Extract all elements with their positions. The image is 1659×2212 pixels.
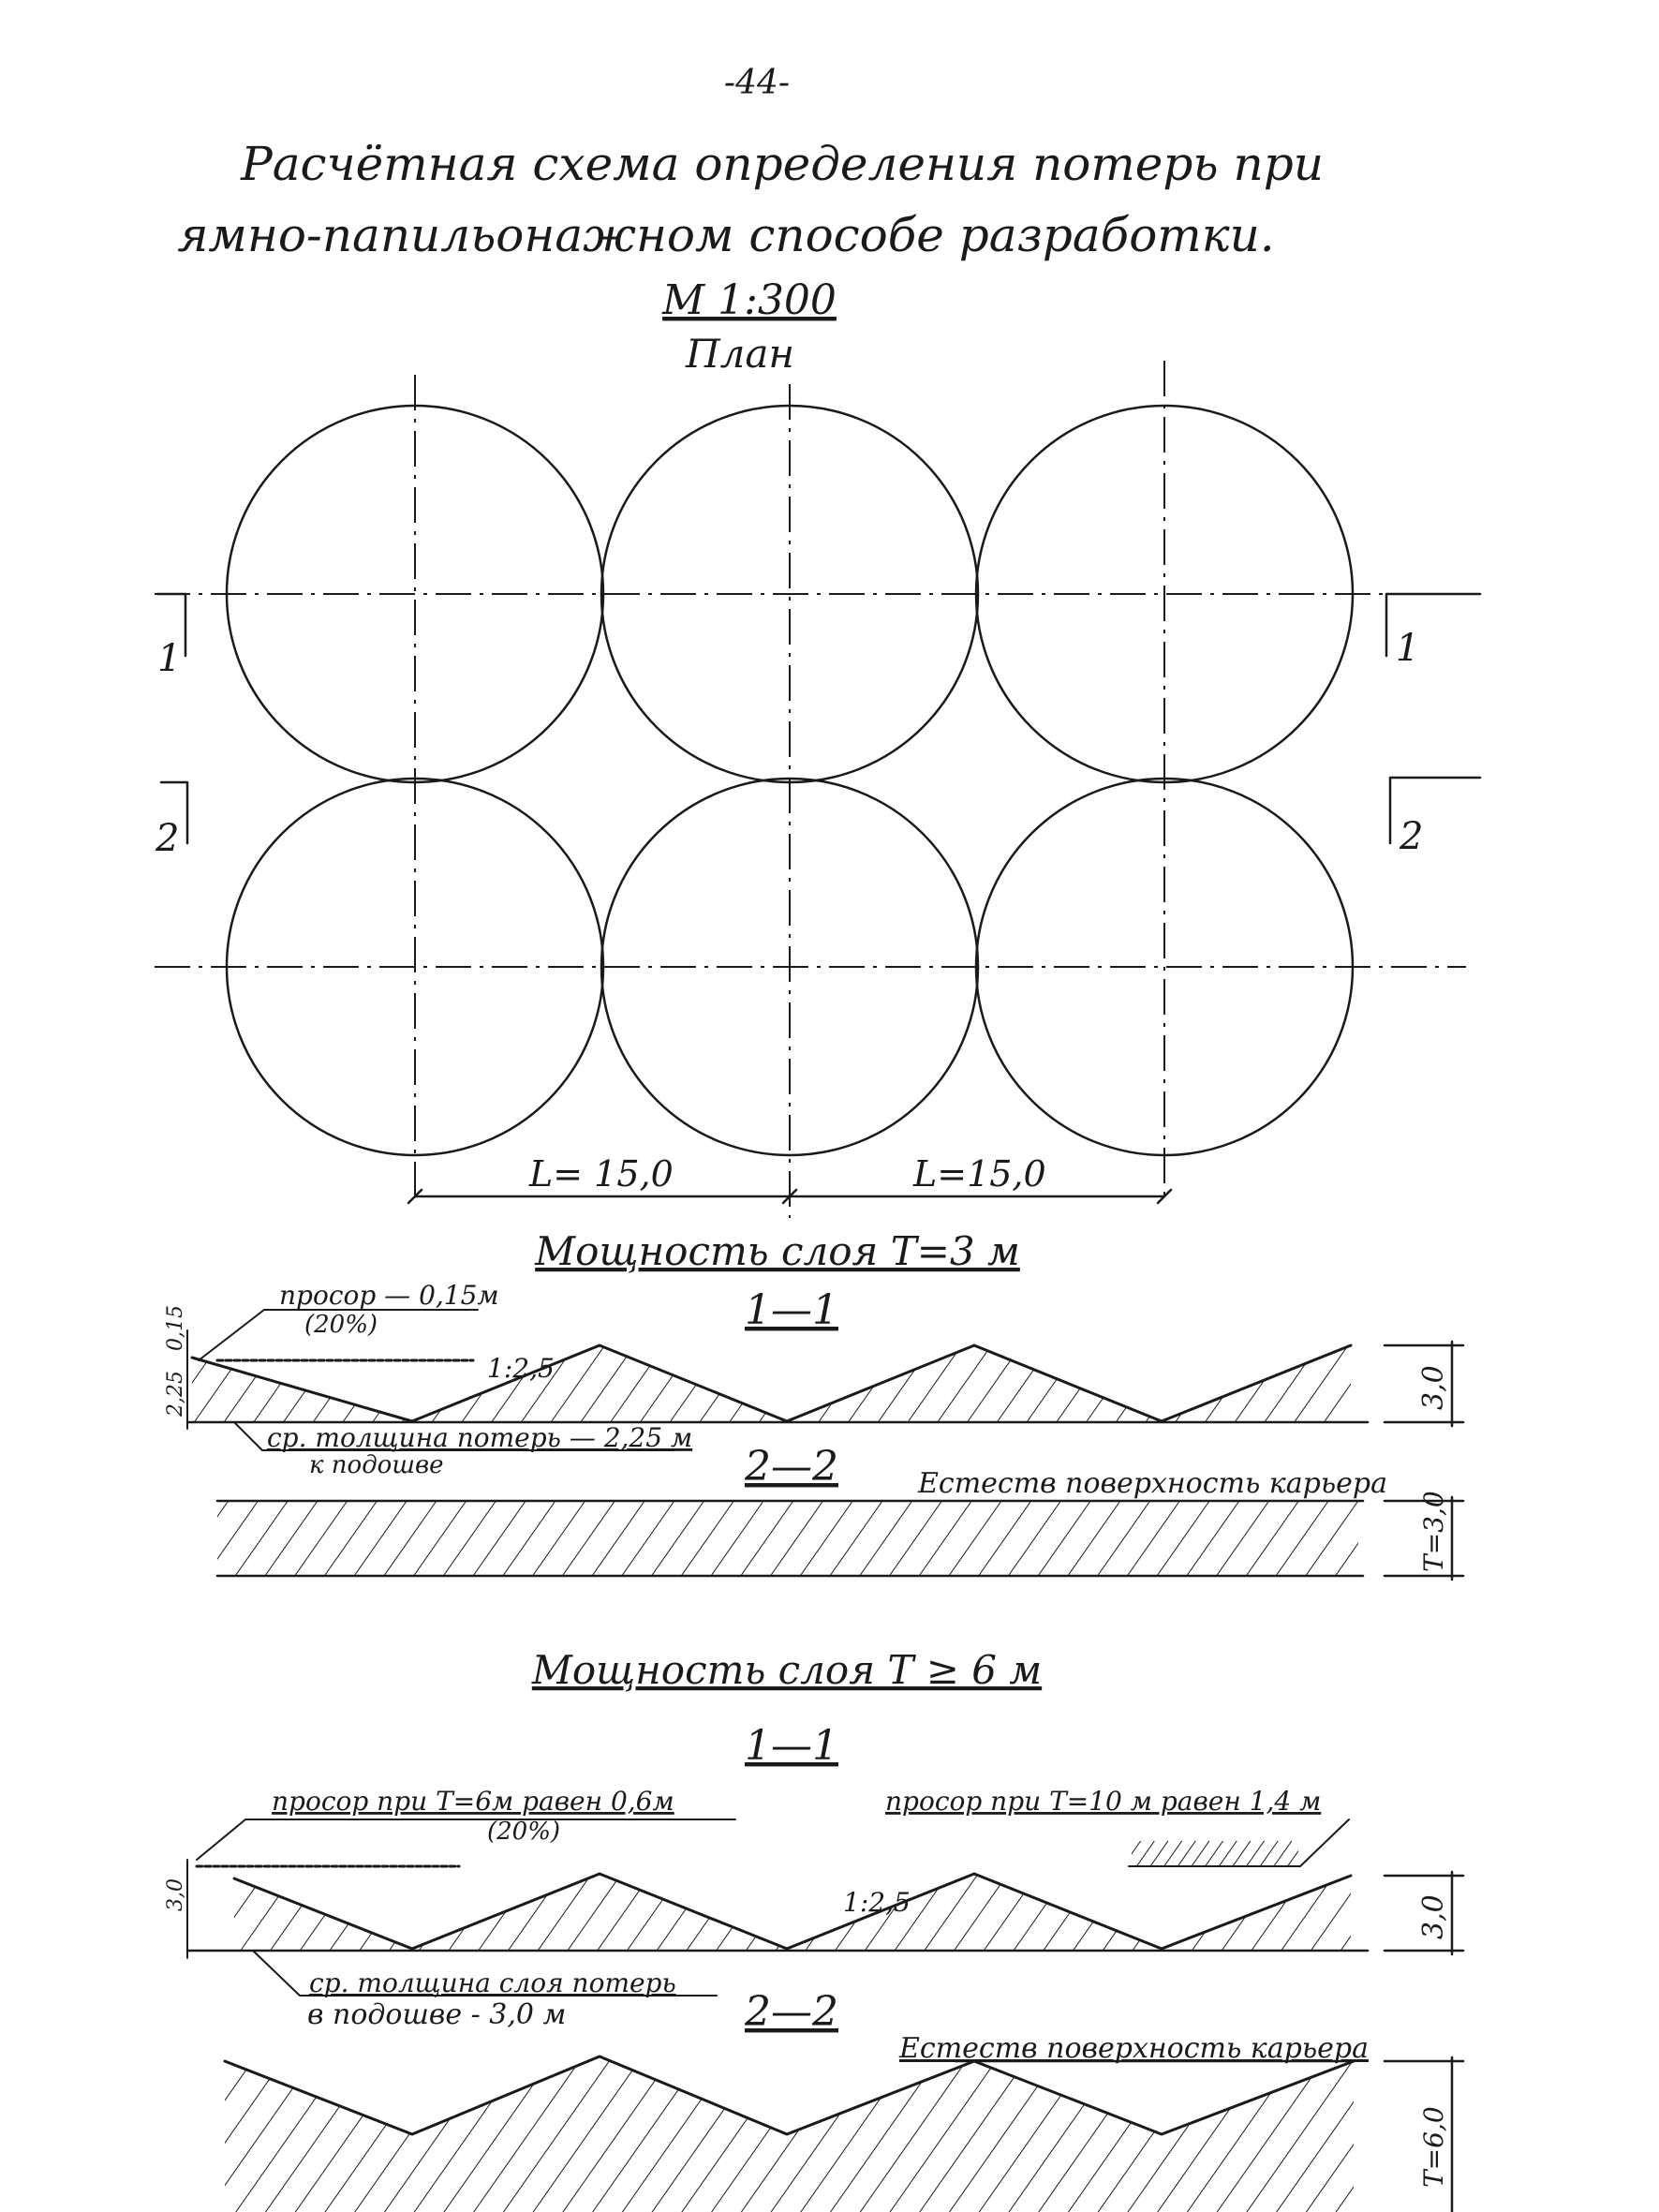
section-title: 2—2 [745, 1988, 838, 2036]
avg-loss-text: ср. толщина потерь — 2,25 м [267, 1422, 693, 1453]
plan-label: План [685, 331, 795, 377]
prosor-right-hatch [1132, 1841, 1298, 1865]
right-dim-label: 3,0 [1417, 1365, 1450, 1410]
avg-loss-text: ср. толщина слоя потерь [309, 1967, 676, 1998]
right-dim-label: Т=3,0 [1418, 1491, 1449, 1572]
section-mark-label: 2 [1400, 815, 1424, 858]
left-dim-top: 0,15 [164, 1305, 187, 1351]
surface-label: Естеств поверхность карьера [918, 1467, 1387, 1500]
plan-view [155, 361, 1480, 1218]
surface-profile [225, 2056, 1354, 2134]
section-mark-label: 1 [157, 637, 182, 680]
left-dim-label: 3,0 [164, 1878, 187, 1911]
prosor-pct: (20%) [487, 1818, 561, 1846]
spacing-label-left: L= 15,0 [529, 1153, 674, 1195]
title-line-1: Расчётная схема определения потерь при [241, 137, 1324, 191]
section-title: 2—2 [745, 1443, 838, 1491]
scale-label: М 1:300 [662, 276, 837, 324]
section-mark-label: 2 [156, 817, 180, 860]
prosor-leader-left [197, 1819, 735, 1860]
layer3-heading: Мощность слоя Т=3 м [535, 1228, 1020, 1274]
prosor-right-label: просор при Т=10 м равен 1,4 м [885, 1786, 1322, 1817]
prosor-left-label: просор при Т=6м равен 0,6м [272, 1786, 674, 1817]
section-mark-2-right [1390, 778, 1480, 858]
title-line-2: ямно-папильонажном способе разработки. [177, 208, 1275, 262]
layer-hatch [217, 1501, 1358, 1576]
right-dim-label: 3,0 [1417, 1894, 1450, 1939]
avg-loss-text-2: в подошве - 3,0 м [307, 1998, 567, 2031]
right-dim [1385, 2057, 1463, 2212]
zigzag-profile [234, 1874, 1351, 1949]
left-dim-bottom: 2,25 [164, 1371, 187, 1417]
spacing-label-right: L=15,0 [913, 1153, 1046, 1195]
right-dim [1385, 1872, 1463, 1954]
slope-label: 1:2,5 [843, 1887, 911, 1918]
layer6-heading: Мощность слоя Т ≥ 6 м [531, 1647, 1043, 1693]
right-dim [1385, 1491, 1463, 1580]
section-title: 1—1 [745, 1286, 838, 1334]
right-dim-label: Т=6,0 [1418, 2106, 1449, 2188]
section-mark-2-left [155, 782, 187, 860]
prosor-label: просор — 0,15м [279, 1280, 499, 1311]
right-dim [1385, 1342, 1463, 1426]
page-number: -44- [723, 64, 791, 102]
avg-loss-text-2: к подошве [309, 1451, 444, 1479]
layer6-section-1-1 [164, 1722, 1463, 2031]
prosor-pct: (20%) [304, 1311, 378, 1339]
section-mark-1-left [157, 594, 185, 680]
section-mark-label: 1 [1396, 627, 1420, 670]
loss-zone-hatch [192, 1345, 1351, 1422]
surface-label: Естеств поверхность карьера [899, 2032, 1369, 2065]
slope-label: 1:2,5 [487, 1353, 555, 1384]
section-mark-1-right [1386, 594, 1480, 670]
section-title: 1—1 [745, 1722, 838, 1770]
